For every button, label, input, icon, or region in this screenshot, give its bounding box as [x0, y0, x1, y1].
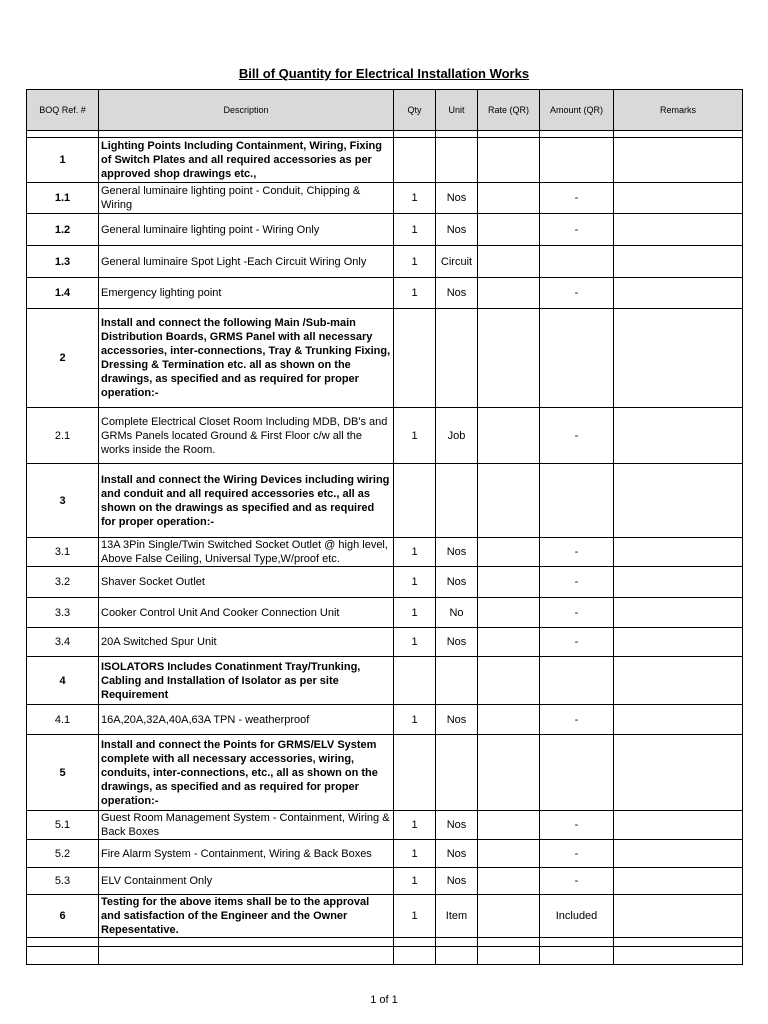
cell-amount [540, 246, 614, 278]
cell-description: 13A 3Pin Single/Twin Switched Socket Outlet @ high level, Above False Ceiling, Universal Type,W/proof etc. [99, 538, 394, 567]
cell-unit: Nos [436, 183, 478, 214]
table-row [27, 138, 743, 183]
cell-remarks [614, 183, 743, 214]
cell-ref: 4.1 [27, 705, 99, 735]
cell-ref: 5.2 [27, 840, 99, 868]
header-rate: Rate (QR) [478, 90, 540, 131]
cell-description: Testing for the above items shall be to the approval and satisfaction of the Engineer and the Owner Repesentative. [99, 895, 394, 938]
cell-remarks [614, 309, 743, 408]
cell-ref: 5.1 [27, 811, 99, 840]
cell-ref: 1.4 [27, 278, 99, 309]
cell-description: Lighting Points Including Containment, Wiring, Fixing of Switch Plates and all required accessories as per approved shop drawings etc., [99, 138, 394, 183]
cell-rate [478, 735, 540, 811]
cell-amount: - [540, 214, 614, 246]
table-row [27, 840, 743, 868]
boq-table [26, 89, 743, 965]
table-row [27, 183, 743, 214]
cell-ref: 1.3 [27, 246, 99, 278]
cell-unit: Circuit [436, 246, 478, 278]
cell-amount: - [540, 840, 614, 868]
header-row [27, 90, 743, 131]
cell-remarks [614, 464, 743, 538]
cell-rate [478, 895, 540, 938]
cell-qty [394, 309, 436, 408]
cell-qty: 1 [394, 567, 436, 598]
cell-unit: Item [436, 895, 478, 938]
cell-qty: 1 [394, 408, 436, 464]
page-number: 1 of 1 [370, 994, 398, 1006]
cell-description: Cooker Control Unit And Cooker Connection Unit [99, 598, 394, 628]
cell-amount: - [540, 868, 614, 895]
cell-rate [478, 309, 540, 408]
cell-ref: 4 [27, 657, 99, 705]
cell-rate [478, 567, 540, 598]
cell-qty: 1 [394, 628, 436, 657]
cell-amount: - [540, 628, 614, 657]
cell-ref: 1.1 [27, 183, 99, 214]
cell-qty: 1 [394, 868, 436, 895]
cell-remarks [614, 538, 743, 567]
cell-rate [478, 138, 540, 183]
cell-unit: Nos [436, 567, 478, 598]
cell-amount: - [540, 278, 614, 309]
cell-qty [394, 735, 436, 811]
cell-unit [436, 464, 478, 538]
cell-ref: 5.3 [27, 868, 99, 895]
cell-rate [478, 183, 540, 214]
cell-rate [478, 408, 540, 464]
cell-remarks [614, 408, 743, 464]
cell-remarks [614, 735, 743, 811]
cell-unit: Nos [436, 811, 478, 840]
empty-row [27, 947, 743, 965]
spacer-row [27, 131, 743, 138]
cell-qty: 1 [394, 705, 436, 735]
cell-amount [540, 735, 614, 811]
cell-rate [478, 598, 540, 628]
cell-amount: - [540, 705, 614, 735]
header-description: Description [99, 90, 394, 131]
document-title [0, 66, 768, 81]
table-row [27, 309, 743, 408]
cell-description: General luminaire lighting point - Wiring Only [99, 214, 394, 246]
table-row [27, 246, 743, 278]
cell-ref: 1 [27, 138, 99, 183]
cell-amount: Included [540, 895, 614, 938]
cell-description: Install and connect the following Main /Sub-main Distribution Boards, GRMS Panel with all necessary accessories, inter-connections, Tray & Trunking Fixing, Dressing & Termination etc. all as shown on the drawings, as specified and as required for proper operation:- [99, 309, 394, 408]
cell-ref: 1.2 [27, 214, 99, 246]
table-row [27, 811, 743, 840]
cell-unit [436, 309, 478, 408]
table-row [27, 705, 743, 735]
cell-qty [394, 464, 436, 538]
title-text: Bill of Quantity for Electrical Installation Works [238, 66, 530, 81]
cell-qty: 1 [394, 278, 436, 309]
table-row [27, 408, 743, 464]
cell-ref: 3 [27, 464, 99, 538]
cell-remarks [614, 278, 743, 309]
table-row [27, 567, 743, 598]
cell-rate [478, 868, 540, 895]
cell-description: 20A Switched Spur Unit [99, 628, 394, 657]
cell-ref: 3.3 [27, 598, 99, 628]
cell-rate [478, 705, 540, 735]
cell-ref: 3.4 [27, 628, 99, 657]
cell-amount: - [540, 567, 614, 598]
cell-amount: - [540, 598, 614, 628]
cell-amount [540, 464, 614, 538]
cell-amount [540, 657, 614, 705]
cell-unit [436, 735, 478, 811]
cell-ref: 5 [27, 735, 99, 811]
cell-amount: - [540, 811, 614, 840]
table-row [27, 598, 743, 628]
cell-description: Guest Room Management System - Containment, Wiring & Back Boxes [99, 811, 394, 840]
cell-unit: Nos [436, 840, 478, 868]
cell-remarks [614, 811, 743, 840]
table-row [27, 214, 743, 246]
cell-unit: Nos [436, 628, 478, 657]
cell-unit: No [436, 598, 478, 628]
cell-qty: 1 [394, 598, 436, 628]
cell-rate [478, 538, 540, 567]
cell-remarks [614, 214, 743, 246]
cell-qty: 1 [394, 214, 436, 246]
cell-description: General luminaire lighting point - Conduit, Chipping & Wiring [99, 183, 394, 214]
cell-rate [478, 657, 540, 705]
cell-description: Complete Electrical Closet Room Including MDB, DB's and GRMs Panels located Ground & First Floor c/w all the works inside the Room. [99, 408, 394, 464]
table-row [27, 278, 743, 309]
cell-amount: - [540, 408, 614, 464]
cell-ref: 2.1 [27, 408, 99, 464]
cell-ref: 3.1 [27, 538, 99, 567]
cell-unit: Nos [436, 538, 478, 567]
cell-unit: Job [436, 408, 478, 464]
cell-unit [436, 657, 478, 705]
cell-rate [478, 246, 540, 278]
cell-remarks [614, 567, 743, 598]
cell-unit: Nos [436, 214, 478, 246]
cell-qty: 1 [394, 895, 436, 938]
header-unit: Unit [436, 90, 478, 131]
cell-remarks [614, 840, 743, 868]
cell-ref: 2 [27, 309, 99, 408]
cell-rate [478, 628, 540, 657]
cell-rate [478, 840, 540, 868]
table-row [27, 868, 743, 895]
cell-ref: 3.2 [27, 567, 99, 598]
cell-description: Emergency lighting point [99, 278, 394, 309]
cell-unit: Nos [436, 868, 478, 895]
cell-description: Install and connect the Wiring Devices including wiring and conduit and all required accessories etc., all as shown on the drawings as specified and as required for proper operation:- [99, 464, 394, 538]
table-row [27, 735, 743, 811]
spacer-row [27, 938, 743, 947]
cell-rate [478, 278, 540, 309]
cell-rate [478, 811, 540, 840]
cell-description: General luminaire Spot Light -Each Circuit Wiring Only [99, 246, 394, 278]
cell-remarks [614, 895, 743, 938]
cell-remarks [614, 628, 743, 657]
cell-description: ELV Containment Only [99, 868, 394, 895]
table-row [27, 895, 743, 938]
cell-qty: 1 [394, 246, 436, 278]
cell-unit: Nos [436, 705, 478, 735]
cell-amount: - [540, 538, 614, 567]
cell-qty: 1 [394, 538, 436, 567]
table-row [27, 538, 743, 567]
cell-remarks [614, 868, 743, 895]
cell-qty [394, 657, 436, 705]
cell-description: 16A,20A,32A,40A,63A TPN - weatherproof [99, 705, 394, 735]
table-row [27, 464, 743, 538]
cell-qty: 1 [394, 811, 436, 840]
cell-qty: 1 [394, 183, 436, 214]
table-row [27, 657, 743, 705]
cell-amount [540, 309, 614, 408]
cell-qty [394, 138, 436, 183]
cell-unit [436, 138, 478, 183]
cell-description: Fire Alarm System - Containment, Wiring & Back Boxes [99, 840, 394, 868]
cell-remarks [614, 598, 743, 628]
header-amount: Amount (QR) [540, 90, 614, 131]
header-ref: BOQ Ref. # [27, 90, 99, 131]
cell-unit: Nos [436, 278, 478, 309]
cell-amount: - [540, 183, 614, 214]
cell-remarks [614, 246, 743, 278]
cell-description: Install and connect the Points for GRMS/ELV System complete with all necessary accessories, wiring, conduits, inter-connections, etc., all as shown on the drawings, as specified and as required for proper operation:- [99, 735, 394, 811]
cell-ref: 6 [27, 895, 99, 938]
cell-remarks [614, 705, 743, 735]
header-remarks: Remarks [614, 90, 743, 131]
header-qty: Qty [394, 90, 436, 131]
cell-description: ISOLATORS Includes Conatinment Tray/Trunking, Cabling and Installation of Isolator as per site Requirement [99, 657, 394, 705]
cell-qty: 1 [394, 840, 436, 868]
cell-rate [478, 464, 540, 538]
cell-remarks [614, 657, 743, 705]
cell-remarks [614, 138, 743, 183]
cell-rate [478, 214, 540, 246]
table-row [27, 628, 743, 657]
cell-description: Shaver Socket Outlet [99, 567, 394, 598]
cell-amount [540, 138, 614, 183]
